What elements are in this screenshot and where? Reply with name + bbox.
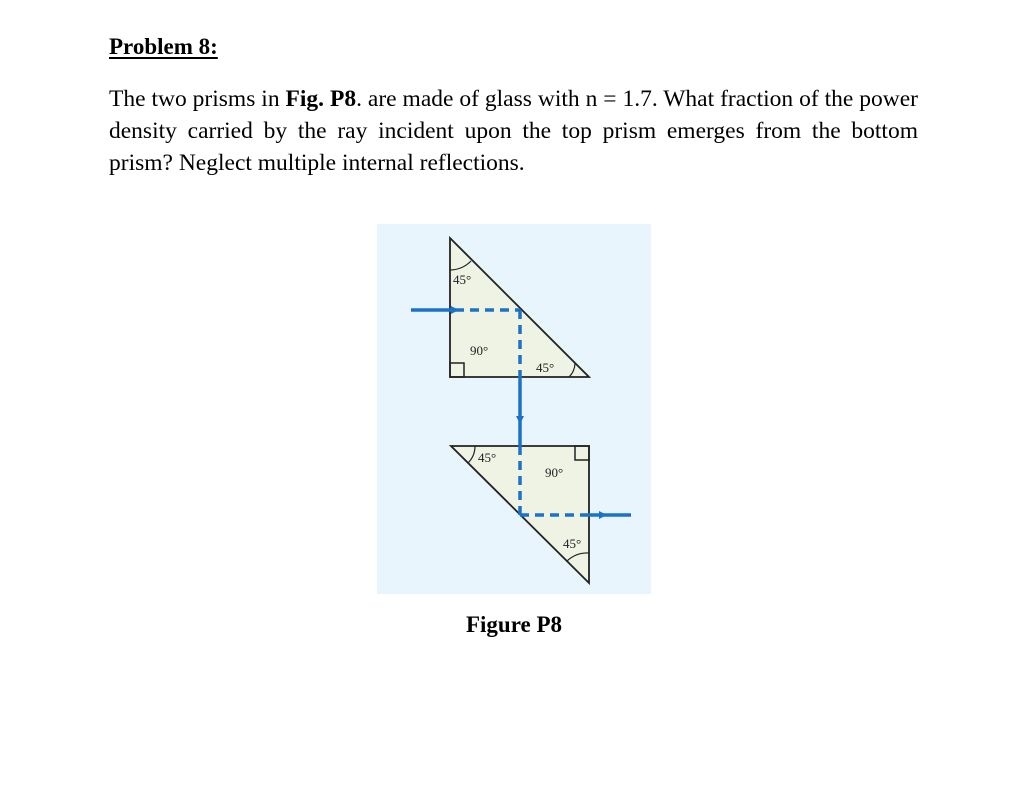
light-ray bbox=[411, 310, 631, 515]
figure-caption: Figure P8 bbox=[465, 612, 563, 637]
prism-diagram bbox=[377, 224, 651, 594]
problem-statement bbox=[109, 83, 918, 179]
problem-heading: Problem 8: bbox=[109, 34, 218, 59]
top-prism-angle-top: 45° bbox=[453, 272, 472, 287]
problem-text-part1: The two prisms in bbox=[109, 86, 286, 112]
bottom-prism-angle-right-corner: 90° bbox=[545, 465, 564, 480]
bottom-prism-angle-bottom: 45° bbox=[563, 536, 582, 551]
bottom-prism-angle-left: 45° bbox=[478, 450, 497, 465]
top-prism-angle-bottom-right: 45° bbox=[536, 360, 555, 375]
figure-reference: Fig. P8 bbox=[285, 86, 357, 112]
top-prism-angle-right-corner: 90° bbox=[470, 343, 489, 358]
problem-text-part2: . are made of glass with n = 1.7. What fraction of the power density carried by the ray incident upon the top prism emerges from the bottom prism? Neglect multiple internal reflections. bbox=[109, 86, 918, 176]
figure-panel bbox=[377, 224, 651, 594]
